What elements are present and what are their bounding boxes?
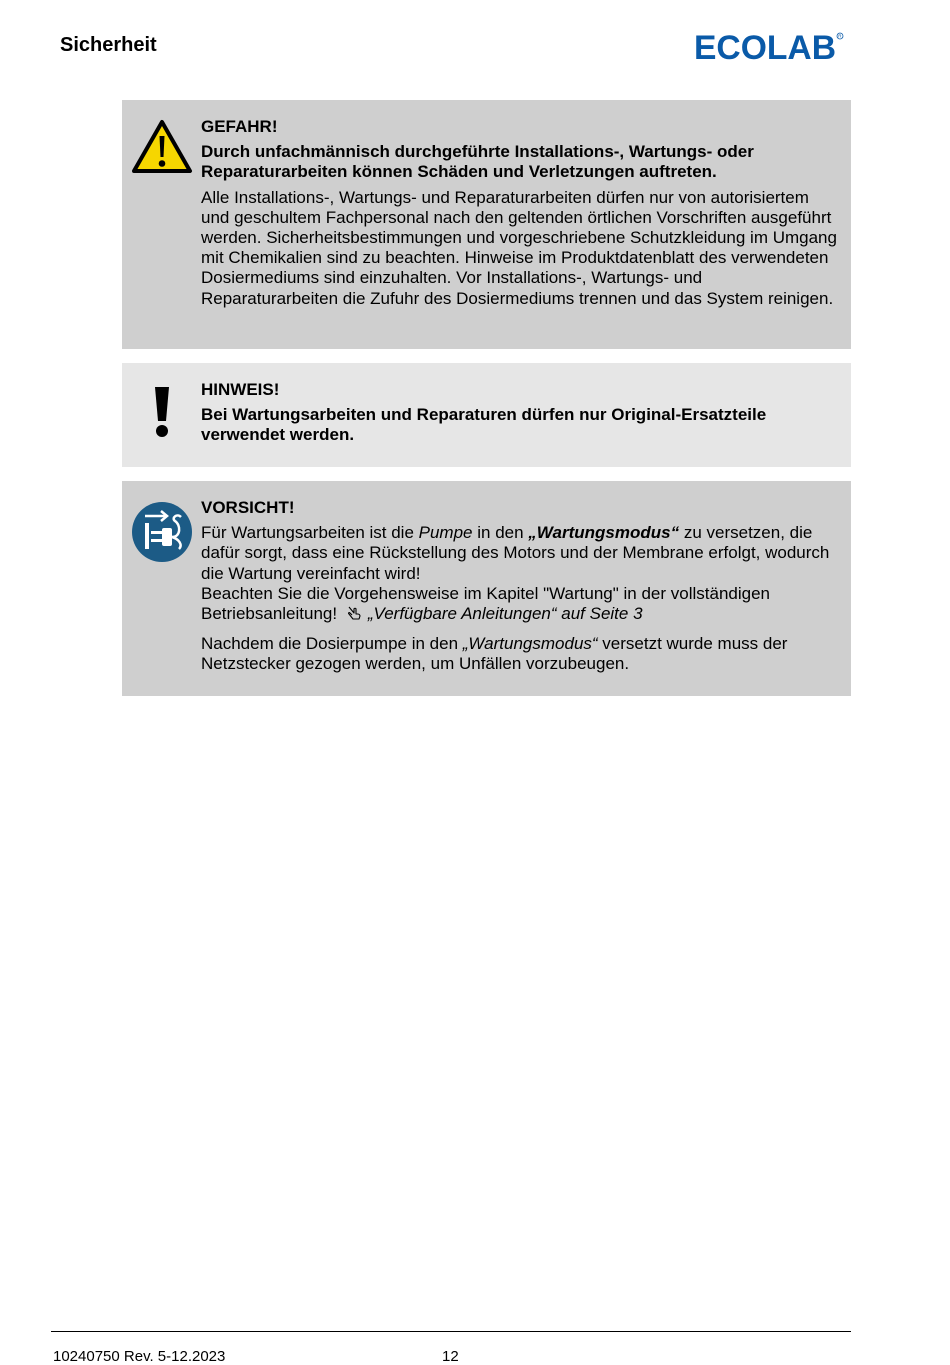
footer-document-reference: 10240750 Rev. 5-12.2023 [53,1348,226,1365]
footer-page-number: 12 [442,1348,459,1365]
cross-reference-link[interactable]: „Verfügbare Anleitungen“ auf Seite 3 [367,604,643,624]
danger-body-text: Alle Installations-, Wartungs- und Reparaturarbeiten dürfen nur von autorisiertem und geschultem Fachpersonal nach den geltenden örtlichen Vorschriften ausgeführt werden. Sicherheitsbestimmungen und vorgeschriebene Schutzkleidung im Umgang mit Chemikalien sind zu beachten. Hinweise im Produktdatenblatt des verwendeten Dosiermediums sind einzuhalten. Vor Installations-, Wartungs- und Reparaturarbeiten die Zufuhr des Dosiermediums trennen und das System reinigen. [201,187,837,308]
hand-pointer-icon [346,605,362,621]
disconnect-plug-icon [131,501,193,563]
page-section-title: Sicherheit [60,34,157,56]
caution-paragraph-1: Für Wartungsarbeiten ist die Pumpe in den „Wartungsmodus“ zu versetzen, die dafür sorgt, dass eine Rückstellung des Motors und der Membrane erfolgt, wodurch die Wartung vereinfacht wird! Beachten Sie die Vorgehensweise im Kapitel "Wartung" in der vollständigen Betriebsanleitung! „Verfügbare Anleitungen“ auf Seite 3 [201,523,830,624]
caution-signal-word: VORSICHT! [201,498,295,517]
notice-box [122,363,851,467]
danger-notice-box [122,100,851,349]
caution-box [122,481,851,696]
notice-headline: Bei Wartungsarbeiten und Reparaturen dürfen nur Original-Ersatzteile verwendet werden. [201,405,767,445]
exclamation-icon [152,385,172,439]
notice-signal-word: HINWEIS! [201,380,280,399]
footer-divider [51,1331,851,1332]
danger-headline: Durch unfachmännisch durchgeführte Installations-, Wartungs- oder Reparaturarbeiten können Schäden und Verletzungen auftreten. [201,142,754,182]
svg-text:R: R [838,33,842,39]
warning-triangle-icon [131,119,193,174]
ecolab-logo [694,30,844,64]
caution-paragraph-2: Nachdem die Dosierpumpe in den „Wartungsmodus“ versetzt wurde muss der Netzstecker gezogen werden, um Unfällen vorzubeugen. [201,634,788,674]
danger-signal-word: GEFAHR! [201,117,278,136]
svg-text:ECOLAB: ECOLAB [694,30,836,64]
